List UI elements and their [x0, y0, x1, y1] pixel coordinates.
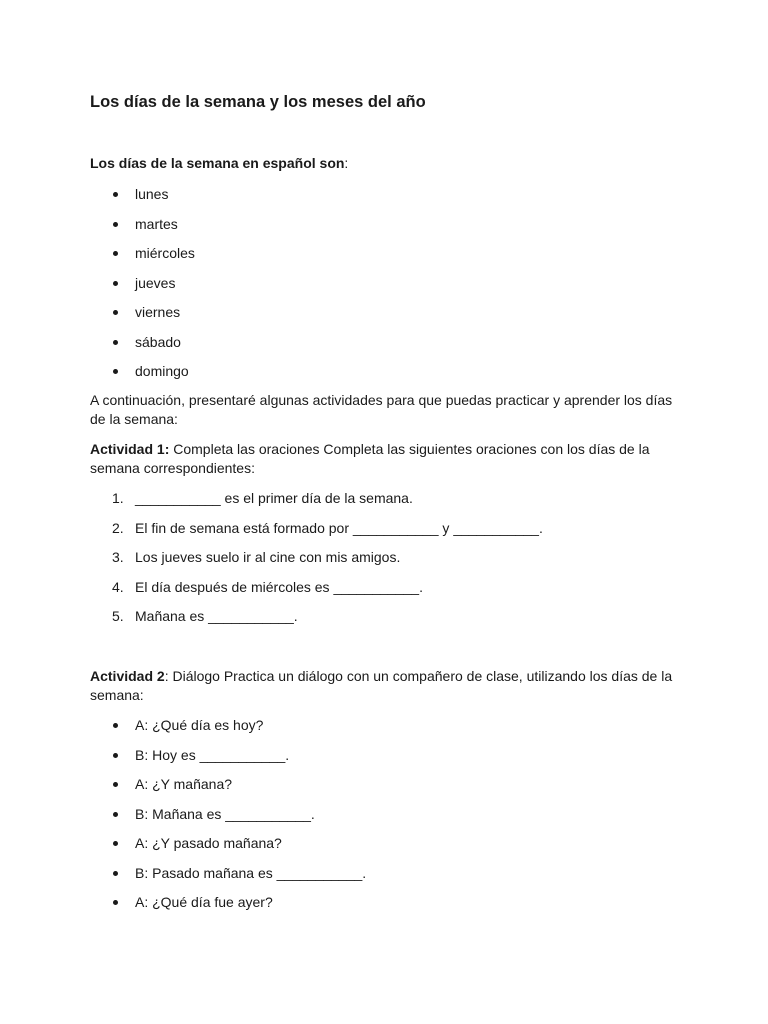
bullet-icon	[113, 340, 118, 345]
dialog-line: B: Mañana es ___________.	[135, 805, 315, 822]
item-text: El fin de semana está formado por ___________ y ___________.	[135, 519, 543, 536]
list-item	[90, 716, 366, 746]
numbered-item	[90, 607, 543, 637]
list-item	[90, 775, 366, 805]
bullet-icon	[113, 871, 118, 876]
activity1-text: Completa las oraciones Completa las siguientes oraciones con los días de la semana correspondientes:	[90, 441, 650, 476]
bullet-icon	[113, 251, 118, 256]
item-number: 1.	[112, 490, 124, 506]
list-item	[90, 185, 195, 215]
item-text: ___________ es el primer día de la semana.	[135, 490, 413, 506]
bullet-icon	[113, 723, 118, 728]
list-item	[90, 303, 195, 333]
activity1-label: Actividad 1:	[90, 441, 170, 457]
bullet-icon	[113, 782, 118, 787]
item-number: 4.	[112, 578, 124, 595]
intro-paragraph: A continuación, presentaré algunas actividades para que puedas practicar y aprender los días de la semana:	[90, 392, 673, 427]
numbered-item	[90, 548, 543, 578]
item-number: 5.	[112, 608, 124, 624]
item-text: Mañana es ___________.	[135, 608, 298, 624]
day-text: jueves	[135, 274, 176, 291]
item-number: 3.	[112, 549, 124, 565]
bullet-icon	[113, 841, 118, 846]
item-text: El día después de miércoles es ___________.	[135, 578, 423, 595]
numbered-item	[90, 519, 543, 549]
bullet-icon	[113, 281, 118, 286]
list-item	[90, 244, 195, 274]
dialog-line: A: ¿Y mañana?	[135, 776, 233, 792]
list-item	[90, 834, 366, 864]
bullet-icon	[113, 192, 118, 197]
list-item	[90, 362, 195, 392]
bullet-icon	[113, 900, 118, 905]
activity2-text: : Diálogo Practica un diálogo con un compañero de clase, utilizando los días de la semana:	[90, 668, 673, 703]
activity1-paragraph	[90, 440, 690, 477]
day-text: domingo	[135, 363, 189, 379]
days-list	[90, 185, 195, 392]
activity2-dialog-list	[90, 716, 366, 923]
activity1-list	[90, 489, 543, 637]
dialog-line: A: ¿Y pasado mañana?	[135, 835, 282, 851]
list-item	[90, 805, 366, 835]
dialog-line: A: ¿Qué día fue ayer?	[135, 894, 273, 910]
list-item	[90, 274, 195, 304]
days-intro-rest: :	[344, 155, 349, 171]
numbered-item	[90, 578, 543, 608]
item-text: Los jueves suelo ir al cine con mis amigos.	[135, 549, 401, 565]
day-text: martes	[135, 215, 178, 232]
day-text: miércoles	[135, 245, 195, 261]
numbered-item	[90, 489, 543, 519]
bullet-icon	[113, 753, 118, 758]
bullet-icon	[113, 369, 118, 374]
days-intro	[90, 155, 348, 171]
activity2-paragraph	[90, 667, 690, 704]
list-item	[90, 746, 366, 776]
dialog-line: B: Hoy es ___________.	[135, 746, 290, 763]
list-item	[90, 893, 366, 923]
bullet-icon	[113, 310, 118, 315]
day-text: sábado	[135, 333, 181, 350]
list-item	[90, 333, 195, 363]
bullet-icon	[113, 812, 118, 817]
item-number: 2.	[112, 519, 124, 536]
day-text: viernes	[135, 304, 181, 320]
days-intro-bold: Los días de la semana en español son	[90, 155, 345, 171]
day-text: lunes	[135, 186, 169, 202]
activity2-label: Actividad 2	[90, 668, 165, 684]
list-item	[90, 215, 195, 245]
bullet-icon	[113, 222, 118, 227]
document-title: Los días de la semana y los meses del año	[90, 93, 426, 111]
dialog-line: A: ¿Qué día es hoy?	[135, 717, 264, 733]
dialog-line: B: Pasado mañana es ___________.	[135, 864, 367, 881]
list-item	[90, 864, 366, 894]
